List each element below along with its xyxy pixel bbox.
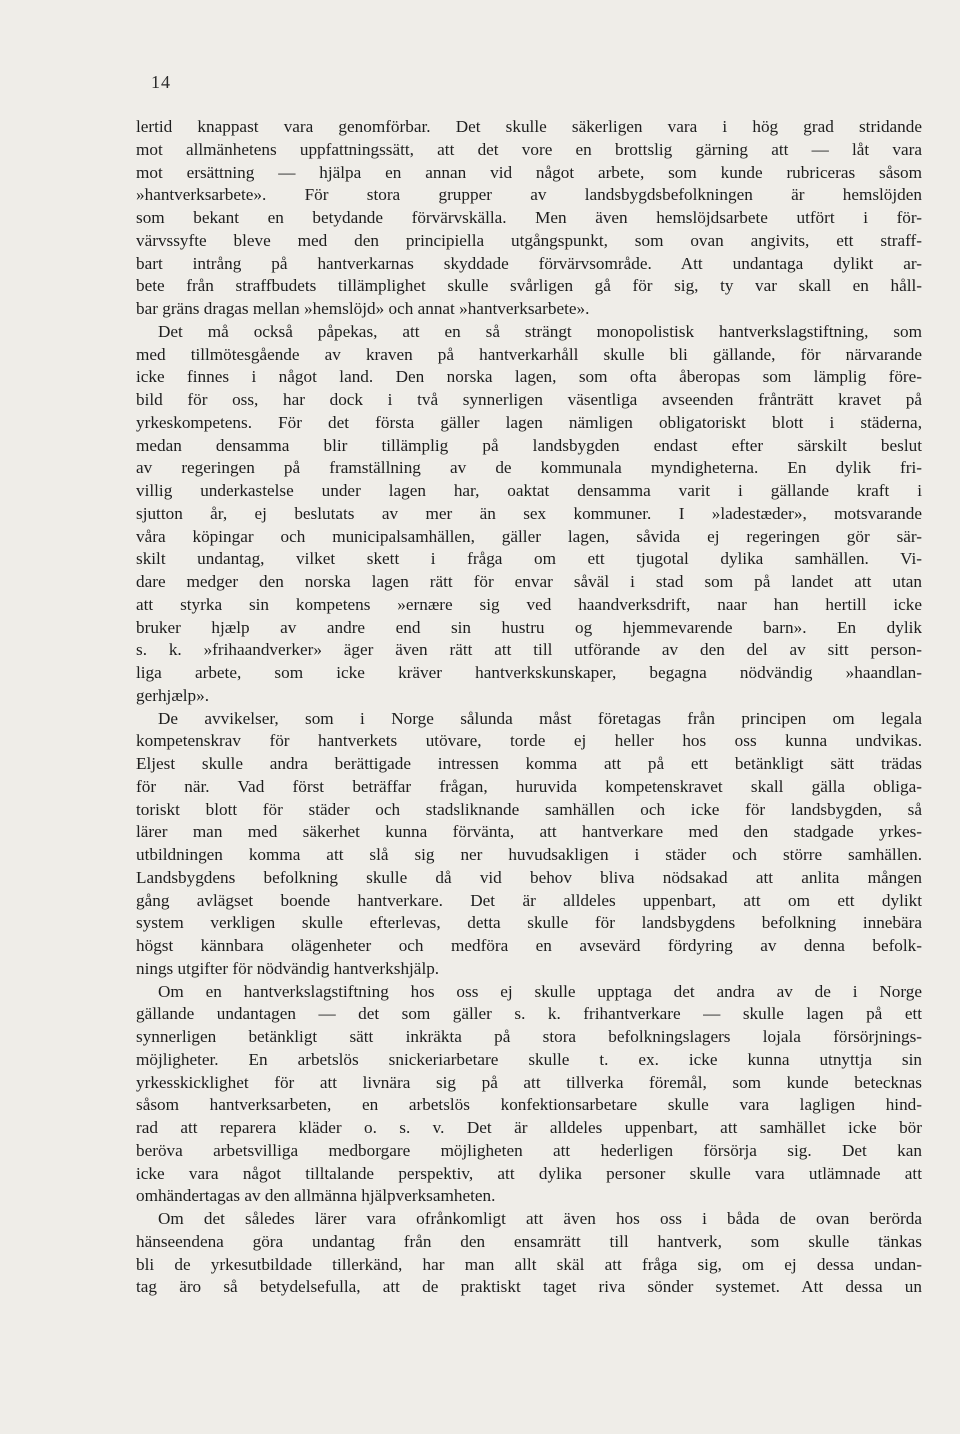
text-line: yrkeskompetens. För det första gäller lagen nämligen obligatoriskt blott i städerna, (136, 412, 922, 432)
text-line: bild för oss, har dock i två synnerligen väsentliga avseenden frånträtt kravet på (136, 390, 922, 409)
text-line: villig underkastelse under lagen har, oaktat densamma varit i gällande kraft i (136, 481, 922, 500)
text-line: rad att reparera kläder o. s. v. Det är alldeles uppenbart, att samhället icke bör (136, 1118, 922, 1137)
text-line: beröva arbetsvilliga medborgare möjligheten att hederligen försörja sig. Det kan (136, 1140, 922, 1160)
text-line: skilt undantag, vilket skett i fråga om ett tjugotal dylika samhällen. Vi- (136, 549, 922, 569)
text-line: lärer man med säkerhet kunna förvänta, att hantverkare med den stadgade yrkes- (136, 822, 922, 842)
text-line: omhändertagas av den allmänna hjälpverksamheten. (136, 1186, 496, 1206)
text-line: Landsbygdens befolkning skulle då vid behov bliva nödsakad att anlita mången (136, 867, 922, 887)
text-line: gällande undantagen — det som gäller s. k. frihantverkare — skulle lagen på ett (136, 1004, 922, 1024)
text-line: såsom hantverksarbeten, en arbetslös konfektionsarbetare skulle vara lagligen hind- (136, 1095, 922, 1115)
text-line: för när. Vad först beträffar frågan, huruvida kompetenskravet skall gälla obliga- (136, 776, 922, 796)
text-line: möjligheter. En arbetslös snickeriarbetare skulle t. ex. icke kunna utnyttja sin (136, 1049, 922, 1069)
text-line: gerhjælp». (136, 685, 210, 705)
text-line: bete från straffbudets tillämplighet skulle svårligen gå för sig, ty var skall en håll- (136, 276, 922, 296)
text-line: icke finnes i något land. Den norska lagen, som ofta åberopas som lämplig före- (136, 367, 922, 387)
text-line: De avvikelser, som i Norge sålunda måst företagas från principen om legala (158, 708, 922, 728)
text-line: hänseendena göra undantag från den ensamrätt till hantverk, som skulle tänkas (136, 1231, 922, 1251)
text-line: värvssyfte bleve med den principiella utgångspunkt, som ovan angivits, ett straff- (136, 230, 922, 250)
text-line: bar gräns dragas mellan »hemslöjd» och annat »hantverksarbete». (136, 299, 590, 318)
text-line: mot ersättning — hjälpa en annan vid något arbete, som kunde rubriceras såsom (136, 162, 922, 182)
text-line: tag äro så betydelsefulla, att de praktiskt taget riva sönder systemet. Att dessa un (136, 1277, 922, 1297)
text-line: liga arbete, som icke kräver hantverkskunskaper, begagna nödvändig »haandlan- (136, 663, 922, 682)
text-line: att styrka sin kompetens »ernære sig ved haandverksdrift, naar han hertill icke (136, 594, 922, 614)
text-line: utbildningen komma att slå sig ner huvudsakligen i städer och större samhällen. (136, 845, 922, 864)
text-line: »hantverksarbete». För stora grupper av landsbygdsbefolkningen är hemslöjden (136, 185, 922, 205)
text-line: system verkligen skulle efterlevas, detta skulle för landsbygdens befolkning innebära (136, 913, 922, 933)
text-line: Det må också påpekas, att en så strängt monopolistisk hantverkslagstiftning, som (158, 321, 922, 341)
text-line: högst kännbara olägenheter och medföra en avsevärd fördyring av denna befolk- (136, 936, 922, 955)
text-line: av regeringen på framställning av de kommunala myndigheterna. En dylik fri- (136, 458, 922, 478)
text-line: synnerligen betänkligt sätt inkräkta på stora befolkningslagers lojala försörjnings- (136, 1027, 922, 1046)
text-line: medan densamma blir tillämplig på landsbygden endast efter särskilt beslut (136, 435, 922, 455)
text-line: våra köpingar och municipalsamhällen, gäller lagen, såvida ej regeringen gör sär- (136, 526, 922, 546)
body-text (136, 116, 922, 1299)
text-line: som bekant en betydande förvärvskälla. Men även hemslöjdsarbete utfört i för- (136, 208, 922, 227)
text-line: bli de yrkesutbildade tillerkänd, har man allt skäl att fråga sig, om ej dessa undan- (136, 1254, 922, 1274)
text-line: sjutton år, ej beslutats av mer än sex kommuner. I »ladestæder», motsvarande (136, 503, 922, 523)
text-line: Om det således lärer vara ofrånkomligt att även hos oss i båda de ovan berörda (158, 1209, 922, 1228)
text-line: yrkesskicklighet för att livnära sig på att tillverka föremål, som kunde betecknas (136, 1072, 922, 1092)
text-line: dare medger den norska lagen rätt för envar såväl i stad som på landet att utan (136, 572, 922, 591)
text-line: kompetenskrav för hantverkets utövare, torde ej heller hos oss kunna undvikas. (136, 731, 922, 751)
text-line: bruker hjælp av andre end sin hustru og hjemmevarende barn». En dylik (136, 617, 922, 637)
text-line: mot allmänhetens uppfattningssätt, att det vore en brottslig gärning att — låt vara (136, 139, 922, 159)
text-line: icke vara något tilltalande perspektiv, att dylika personer skulle vara utlämnade att (136, 1163, 922, 1183)
text-line: Om en hantverkslagstiftning hos oss ej skulle upptaga det andra av de i Norge (158, 981, 922, 1001)
text-line: bart intrång på hantverkarnas skyddade förvärvsområde. Att undantaga dylikt ar- (136, 253, 922, 273)
text-line: med tillmötesgående av kraven på hantverkarhåll skulle bli gällande, för närvarande (136, 344, 922, 364)
text-line: nings utgifter för nödvändig hantverkshjälp. (136, 958, 440, 978)
text-line: lertid knappast vara genomförbar. Det skulle säkerligen vara i hög grad stridande (136, 117, 922, 136)
text-line: gång avlägset boende hantverkare. Det är alldeles uppenbart, att om ett dylikt (136, 890, 922, 910)
text-line: toriskt blott för städer och stadsliknande samhällen och icke för landsbygden, så (136, 799, 922, 819)
text-line: s. k. »frihaandverker» äger även rätt att till utförande av den del av sitt person- (136, 640, 922, 660)
page-number: 14 (151, 72, 171, 92)
text-line: Eljest skulle andra berättigade intressen komma att på ett betänkligt sätt trädas (136, 754, 922, 773)
